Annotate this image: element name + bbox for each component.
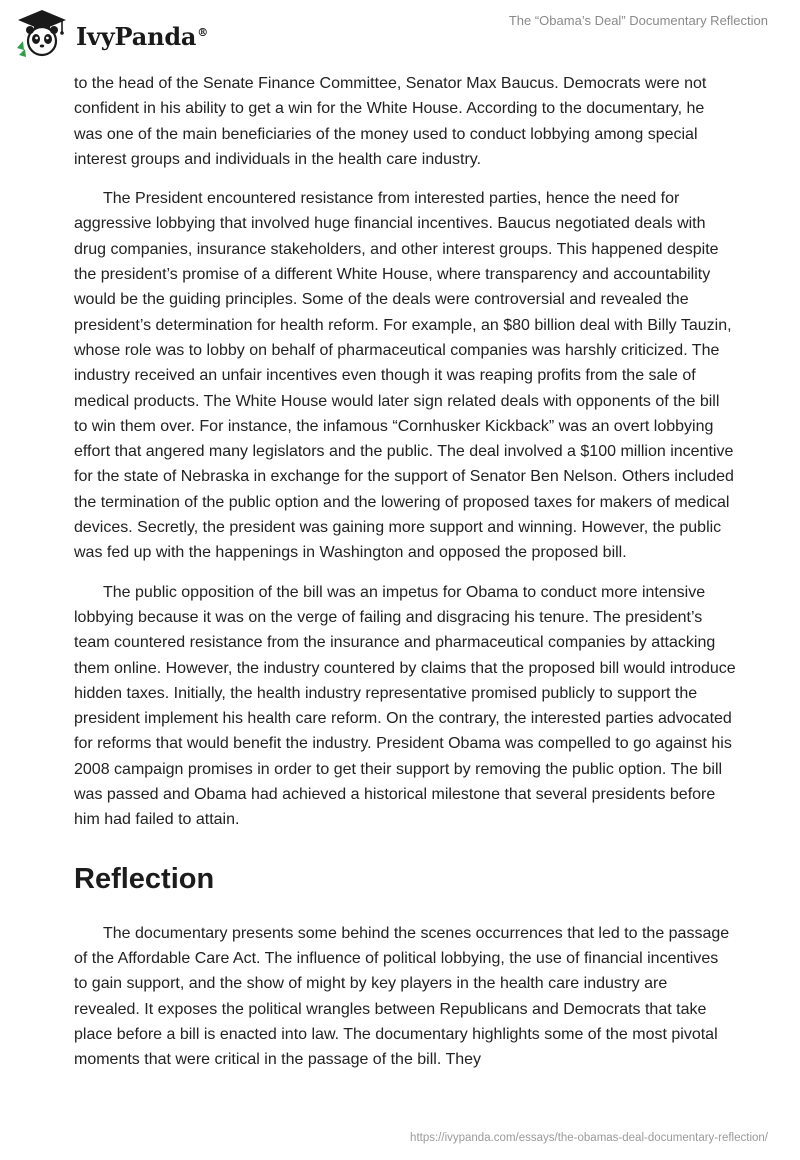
essay-content (74, 71, 736, 1086)
paragraph: The public opposition of the bill was an impetus for Obama to conduct more intensive lobbying because it was on the verge of failing and disgracing his tenure. The president’s team countered resistance from the insurance and pharmaceutical companies by attacking them online. However, the industry countered by claims that the proposed bill would introduce hidden taxes. Initially, the health industry representative promised publicly to support the president implement his health care reform. On the contrary, the interested parties advocated for reforms that would benefit the industry. President Obama was compelled to go against his 2008 campaign promises in order to get their support by removing the public option. The bill was passed and Obama had achieved a historical milestone that several presidents before him had failed to attain. (74, 583, 736, 829)
brand-name: IvyPanda® (76, 21, 209, 51)
page-header (0, 0, 800, 70)
paragraph: to the head of the Senate Finance Committee, Senator Max Baucus. Democrats were not confident in his ability to get a win for the White House. According to the documentary, he was one of the main beneficiaries of the money used to conduct lobbying among special interest groups and individuals in the health care industry. (74, 75, 707, 168)
brand-logo[interactable] (14, 8, 208, 60)
paragraph: The President encountered resistance from interested parties, hence the need for aggressive lobbying that involved huge financial incentives. Baucus negotiated deals with drug companies, insurance stakeholders, and other interest groups. This happened despite the president’s promise of a different White House, where transparency and accountability would be the guiding principles. Some of the deals were controversial and revealed the president’s determination for health reform. For example, an $80 billion deal with Billy Tauzin, whose role was to lobby on behalf of pharmaceutical companies was harshly criticized. The industry received an unfair incentives even though it was reaping profits from the sale of medical products. The White House would later sign related deals with opponents of the bill to win them over. For instance, the infamous “Cornhusker Kickback” was an overt lobbying effort that angered many legislators and the public. The deal involved a $100 million incentive for the state of Nebraska in exchange for the support of Senator Ben Nelson. Others included the termination of the public option and the lowering of proposed taxes for makers of medical devices. Secretly, the president was gaining more support and winning. However, the public was fed up with the happenings in Washington and opposed the proposed bill. (74, 190, 734, 562)
paragraph: The documentary presents some behind the scenes occurrences that led to the passage of the Affordable Care Act. The influence of political lobbying, the use of financial incentives to gain support, and the show of might by key players in the health care industry are revealed. It exposes the political wrangles between Republicans and Democrats that take place before a bill is enacted into law. The documentary highlights some of the most pivotal moments that were critical in the passage of the bill. They (74, 924, 730, 1069)
section-heading: Reflection (74, 862, 215, 895)
panda-graduation-cap-icon (14, 8, 70, 60)
document-title: The “Obama’s Deal” Documentary Reflection (508, 13, 768, 28)
source-url[interactable]: https://ivypanda.com/essays/the-obamas-deal-documentary-reflection/ (410, 1132, 768, 1144)
